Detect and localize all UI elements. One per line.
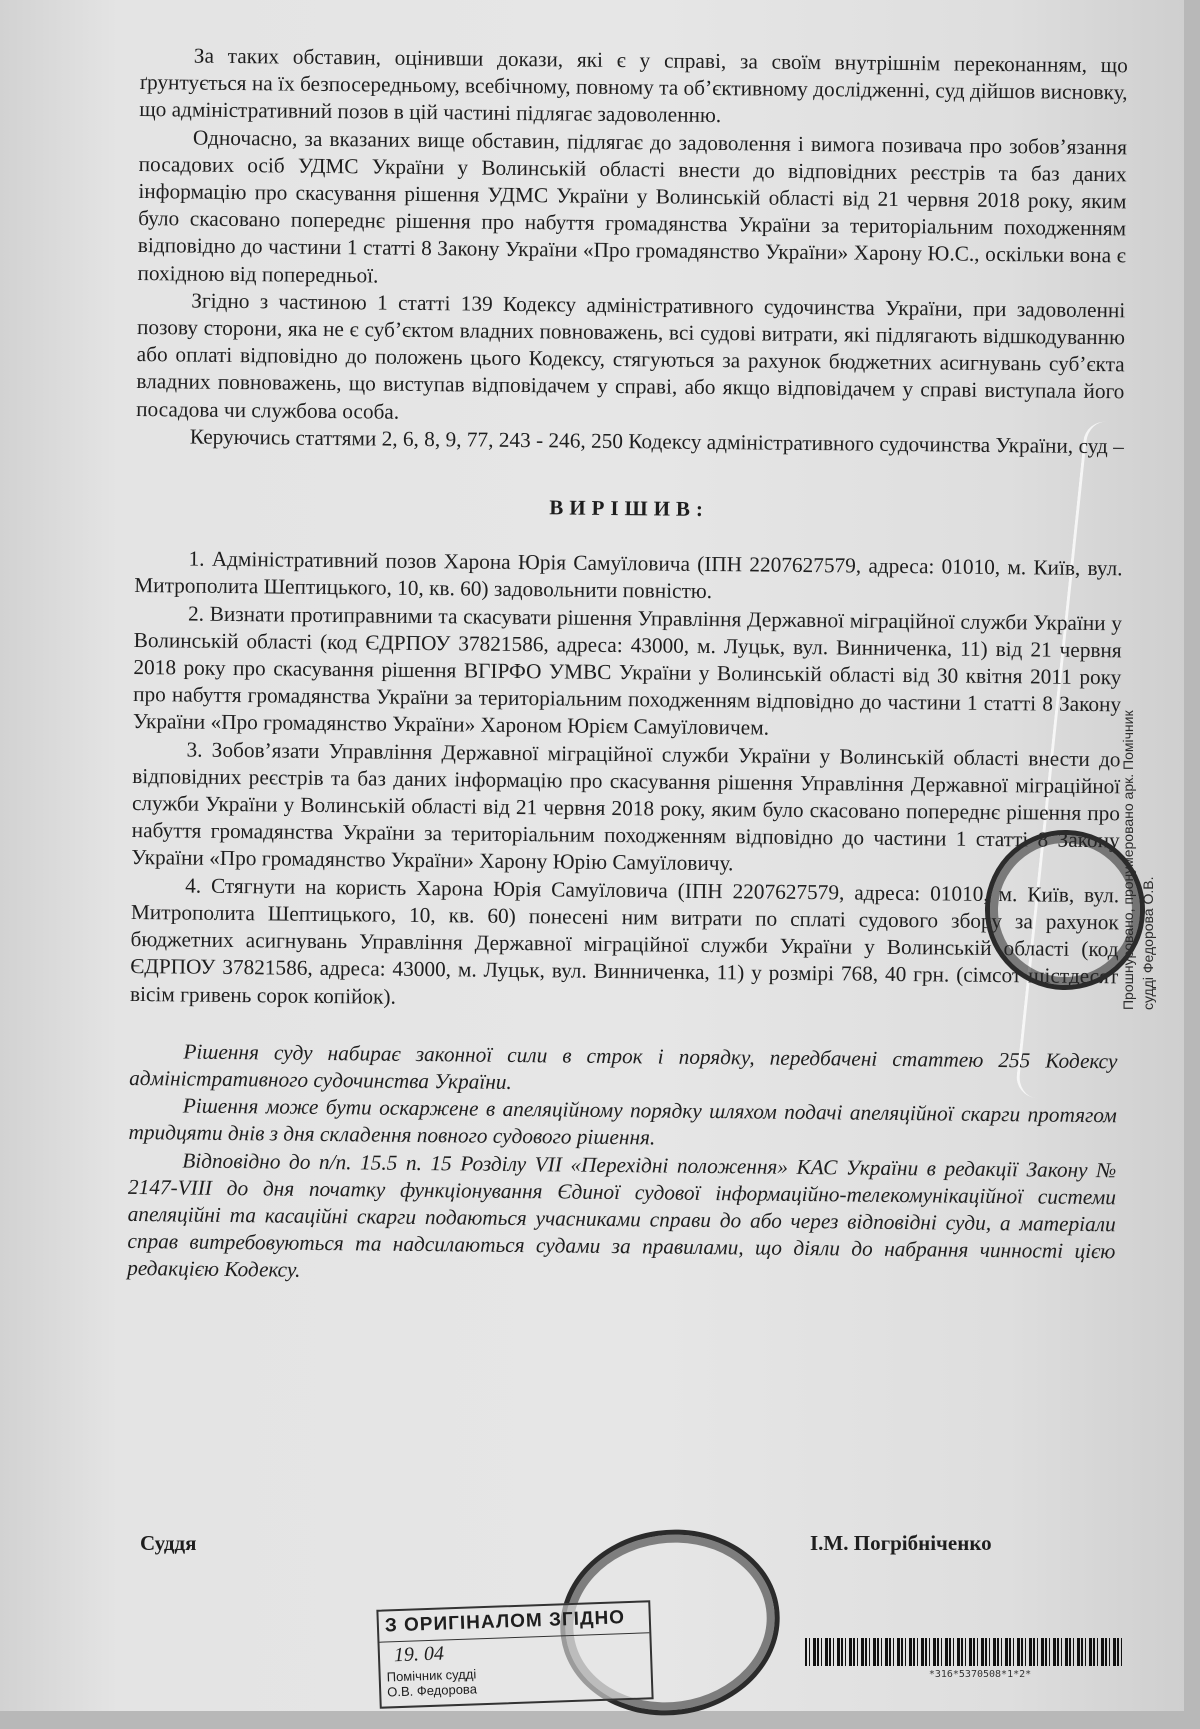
resolution-item: 4. Стягнути на користь Харона Юрія Самуїловича (ІПН 2207627579, адреса: 01010, м. Київ, вул. Митрополита Шептицького, 10, кв. 60) понесені ним витрати по сплаті судового збору за рахунок бюджетних асигнувань Управління Державної міграційної служби України у Волинській області (код ЄДРПОУ 37821586, адреса: 43000, м. Луцьк, вул. Винниченка, 11) у розмірі 768, 40 грн. (сімсот шістдесят вісім гривень сорок копійок). — [129, 873, 1120, 1009]
copy-stamp-position: Помічник судді — [386, 1666, 477, 1685]
resolution-heading: ВИРІШИВ: — [549, 495, 710, 522]
copy-stamp-title: З ОРИГІНАЛОМ ЗГІДНО — [378, 1602, 649, 1642]
resolution-item: 1. Адміністративний позов Харона Юрія Самуїловича (ІПН 2207627579, адреса: 01010, м. Київ, вул. Митрополита Шептицького, 10, кв. 60) задовольнити повністю. — [134, 546, 1123, 604]
resolution-item: 3. Зобов’язати Управління Державної міграційної служби України у Волинській області внести до відповідних реєстрів та баз даних інформацію про скасування рішення Управління Державної міграційної служби України у Волинській області від 21 червня 2018 року, яким було скасовано попереднє рішення про набуття громадянства України за територіальним походженням відповідно до частини 1 статті 8 Закону України «Про громадянство України» Харону Юрію Самуїловичу. — [131, 737, 1121, 876]
paragraph-obligation: Одночасно, за вказаних вище обставин, підлягає до задоволення і вимога позивача про зобов’язання посадових осіб УДМС України у Волинській області внести до відповідних реєстрів та баз даних інформацію про скасування рішення УДМС України у Волинській області від 21 червня 2018 року, яким було скасовано попереднє рішення про набуття громадянства України за територіальним походженням відповідно до частини 1 статті 8 Закону України «Про громадянство України» Харону Ю.С., оскільки вона є похідною від попередньої. — [137, 125, 1128, 288]
judge-label: Суддя — [140, 1531, 197, 1555]
copy-stamp-name: О.В. Федорова — [386, 1681, 478, 1700]
judge-name: І.М. Погрібніченко — [810, 1531, 992, 1555]
paragraph-conclusion: За таких обставин, оцінивши докази, які є у справі, за своїм внутрішнім переконанням, що ґрунтується на їх безпосередньому, всебічному, повному та об’єктивному дослідженні, суд дійшов висновку, що адміністративний позов в цій частині підлягає задоволенню. — [139, 43, 1128, 128]
binding-note: Прошнуровано, пронумеровано арк. Помічник судді Федорова О.В. — [1120, 710, 1156, 1010]
note-entry-into-force: Рішення суду набирає законної сили в строк і порядку, передбачені статтею 255 Кодексу адміністративного судочинства України. — [129, 1039, 1118, 1094]
resolution-list — [130, 545, 1123, 1018]
paragraph-court-costs: Згідно з частиною 1 статті 139 Кодексу адміністративного судочинства України, при задоволенні позову сторони, яка не є суб’єктом владних повноважень, всі судові витрати, які підлягають відшкодуванню або оплаті відповідно до положень цього Кодексу, стягуються за рахунок бюджетних асигнувань суб’єкта владних повноважень, що виступав відповідачем у справі, або якщо відповідачем у справі виступала його посадова чи службова особа. — [136, 288, 1126, 424]
barcode — [805, 1638, 1125, 1666]
copy-stamp-date: 19. 04 — [393, 1642, 445, 1667]
note-transitional: Відповідно до п/п. 15.5 п. 15 Розділу VII «Перехідні положення» КАС України в редакції Закону № 2147-VIII до дня початку функціонування Єдиної судової інформаційно-телекомунікаційної системи апеляційні та касаційні скарги подаються учасниками справи до або через відповідні суди, а матеріали справ витребовуються та надсилаються судами за правилами, що діяли до набрання чинності цією редакцією Кодексу. — [127, 1148, 1117, 1283]
resolution-item: 2. Визнати протиправними та скасувати рішення Управління Державної міграційної служби України у Волинській області (код ЄДРПОУ 37821586, адреса: 43000, м. Луцьк, вул. Винниченка, 11) від 21 червня 2018 року про скасування рішення ВГІРФО УМВС України у Волинській області від 30 квітня 2011 року про набуття громадянства України за територіальним походженням відповідно до частини 1 статті 8 Закону України «Про громадянство України» Хароном Юрієм Самуїловичем. — [132, 601, 1123, 741]
barcode-number: *316*5370508*1*2* — [928, 1669, 1032, 1680]
paragraph-guided-by: Керуючись статтями 2, 6, 8, 9, 77, 243 - 246, 250 Кодексу адміністративного судочинства України, суд – — [189, 424, 1124, 459]
procedural-notes — [127, 1038, 1118, 1293]
document-body — [127, 42, 1128, 1293]
note-appeal: Рішення може бути оскаржене в апеляційному порядку шляхом подачі апеляційної скарги протягом тридцяти днів з дня складення повного судового рішення. — [128, 1093, 1117, 1150]
certified-copy-stamp — [376, 1600, 653, 1709]
